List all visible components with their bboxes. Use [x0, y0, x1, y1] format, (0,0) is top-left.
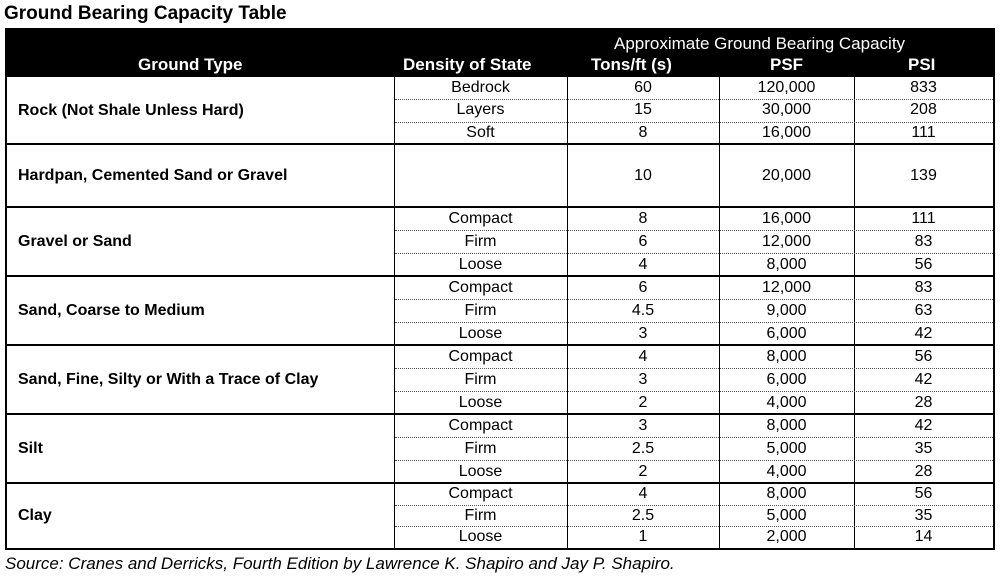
cell-psf: 5,000	[766, 440, 807, 457]
cell-psi: 111	[911, 123, 936, 141]
cell-density: Compact	[448, 348, 513, 365]
ground-type-group	[7, 483, 993, 548]
source-citation: Source: Cranes and Derricks, Fourth Edition by Lawrence K. Shapiro and Jay P. Shapiro.	[5, 554, 675, 573]
cell-density: Compact	[448, 485, 513, 502]
cell-psf: 30,000	[762, 101, 811, 119]
cell-psi: 42	[914, 417, 933, 434]
cell-psi: 139	[910, 167, 937, 184]
cell-tons: 15	[634, 101, 652, 119]
cell-tons: 6	[638, 233, 648, 250]
cell-psf: 4,000	[766, 394, 807, 411]
cell-psi: 28	[914, 394, 933, 411]
cell-tons: 2	[638, 394, 648, 411]
ground-type-group	[7, 207, 993, 276]
cell-tons: 10	[634, 167, 652, 184]
ground-type-label: Hardpan, Cemented Sand or Gravel	[18, 166, 288, 184]
table-header	[7, 30, 993, 77]
cell-tons: 2	[638, 463, 648, 480]
header-capacity-group: Approximate Ground Bearing Capacity	[614, 34, 906, 53]
cell-psf: 8,000	[766, 485, 807, 502]
page-title: Ground Bearing Capacity Table	[4, 3, 287, 24]
cell-density: Loose	[458, 394, 503, 411]
cell-psi: 63	[914, 302, 933, 319]
cell-psf: 6,000	[766, 325, 807, 342]
cell-density: Loose	[458, 463, 503, 480]
cell-tons: 6	[638, 279, 648, 296]
header-ground-type: Ground Type	[138, 55, 243, 74]
cell-psi: 28	[914, 463, 933, 480]
cell-psf: 120,000	[757, 79, 816, 96]
cell-psi: 42	[914, 371, 933, 388]
cell-psi: 35	[914, 440, 933, 457]
cell-tons: 2.5	[631, 440, 655, 457]
cell-tons: 3	[638, 325, 648, 342]
cell-psf: 8,000	[766, 348, 807, 365]
cell-tons: 4	[638, 348, 648, 365]
cell-tons: 3	[638, 417, 648, 434]
cell-psi: 83	[914, 279, 933, 296]
ground-type-label: Silt	[18, 439, 43, 457]
cell-density: Bedrock	[451, 79, 510, 96]
cell-psf: 8,000	[766, 256, 807, 273]
cell-psi: 35	[914, 506, 933, 524]
cell-psf: 12,000	[762, 279, 811, 296]
header-density: Density of State	[403, 55, 532, 74]
cell-psf: 16,000	[762, 123, 811, 141]
cell-density: Loose	[458, 325, 503, 342]
cell-density: Firm	[464, 506, 497, 524]
cell-density: Soft	[466, 123, 495, 141]
cell-density: Firm	[464, 233, 497, 250]
cell-density: Firm	[464, 371, 497, 388]
cell-psi: 56	[914, 485, 933, 502]
cell-psf: 16,000	[762, 210, 811, 227]
cell-psf: 12,000	[762, 233, 811, 250]
cell-psf: 4,000	[766, 463, 807, 480]
cell-psi: 14	[914, 528, 933, 546]
cell-density: Compact	[448, 210, 513, 227]
cell-tons: 8	[638, 123, 648, 141]
header-tons: Tons/ft (s)	[591, 55, 672, 74]
cell-density: Compact	[448, 417, 513, 434]
ground-type-group	[7, 345, 993, 414]
ground-type-group	[7, 77, 993, 144]
cell-tons: 4	[638, 256, 648, 273]
cell-tons: 4.5	[631, 302, 655, 319]
ground-type-label: Rock (Not Shale Unless Hard)	[18, 101, 244, 119]
cell-psi: 83	[914, 233, 933, 250]
cell-psi: 42	[914, 325, 933, 342]
cell-density	[394, 144, 567, 207]
cell-psi: 56	[914, 348, 933, 365]
cell-psf: 9,000	[766, 302, 807, 319]
cell-psf: 5,000	[766, 506, 807, 524]
cell-psi: 111	[911, 210, 936, 227]
ground-type-label: Clay	[18, 506, 52, 524]
ground-type-label: Gravel or Sand	[18, 232, 132, 250]
header-psi: PSI	[908, 55, 936, 74]
cell-tons: 1	[638, 528, 648, 546]
cell-density: Layers	[456, 101, 505, 119]
header-psf: PSF	[770, 55, 804, 74]
ground-type-group	[7, 276, 993, 345]
cell-psf: 20,000	[762, 167, 811, 184]
ground-type-label: Sand, Coarse to Medium	[18, 301, 205, 319]
cell-density: Firm	[464, 302, 497, 319]
cell-psi: 56	[914, 256, 933, 273]
cell-tons: 2.5	[631, 506, 655, 524]
cell-density: Loose	[458, 528, 503, 546]
cell-tons: 3	[638, 371, 648, 388]
ground-type-group	[7, 414, 993, 483]
cell-density: Firm	[464, 440, 497, 457]
cell-psf: 6,000	[766, 371, 807, 388]
cell-psf: 8,000	[766, 417, 807, 434]
cell-psi: 833	[910, 79, 937, 96]
cell-density: Loose	[458, 256, 503, 273]
bearing-capacity-table	[5, 28, 995, 550]
cell-psi: 208	[910, 101, 937, 119]
cell-tons: 60	[634, 79, 652, 96]
cell-tons: 4	[638, 485, 648, 502]
cell-density: Compact	[448, 279, 513, 296]
ground-type-label: Sand, Fine, Silty or With a Trace of Clay	[18, 370, 319, 388]
cell-tons: 8	[638, 210, 648, 227]
cell-psf: 2,000	[766, 528, 807, 546]
ground-type-group	[7, 144, 993, 207]
